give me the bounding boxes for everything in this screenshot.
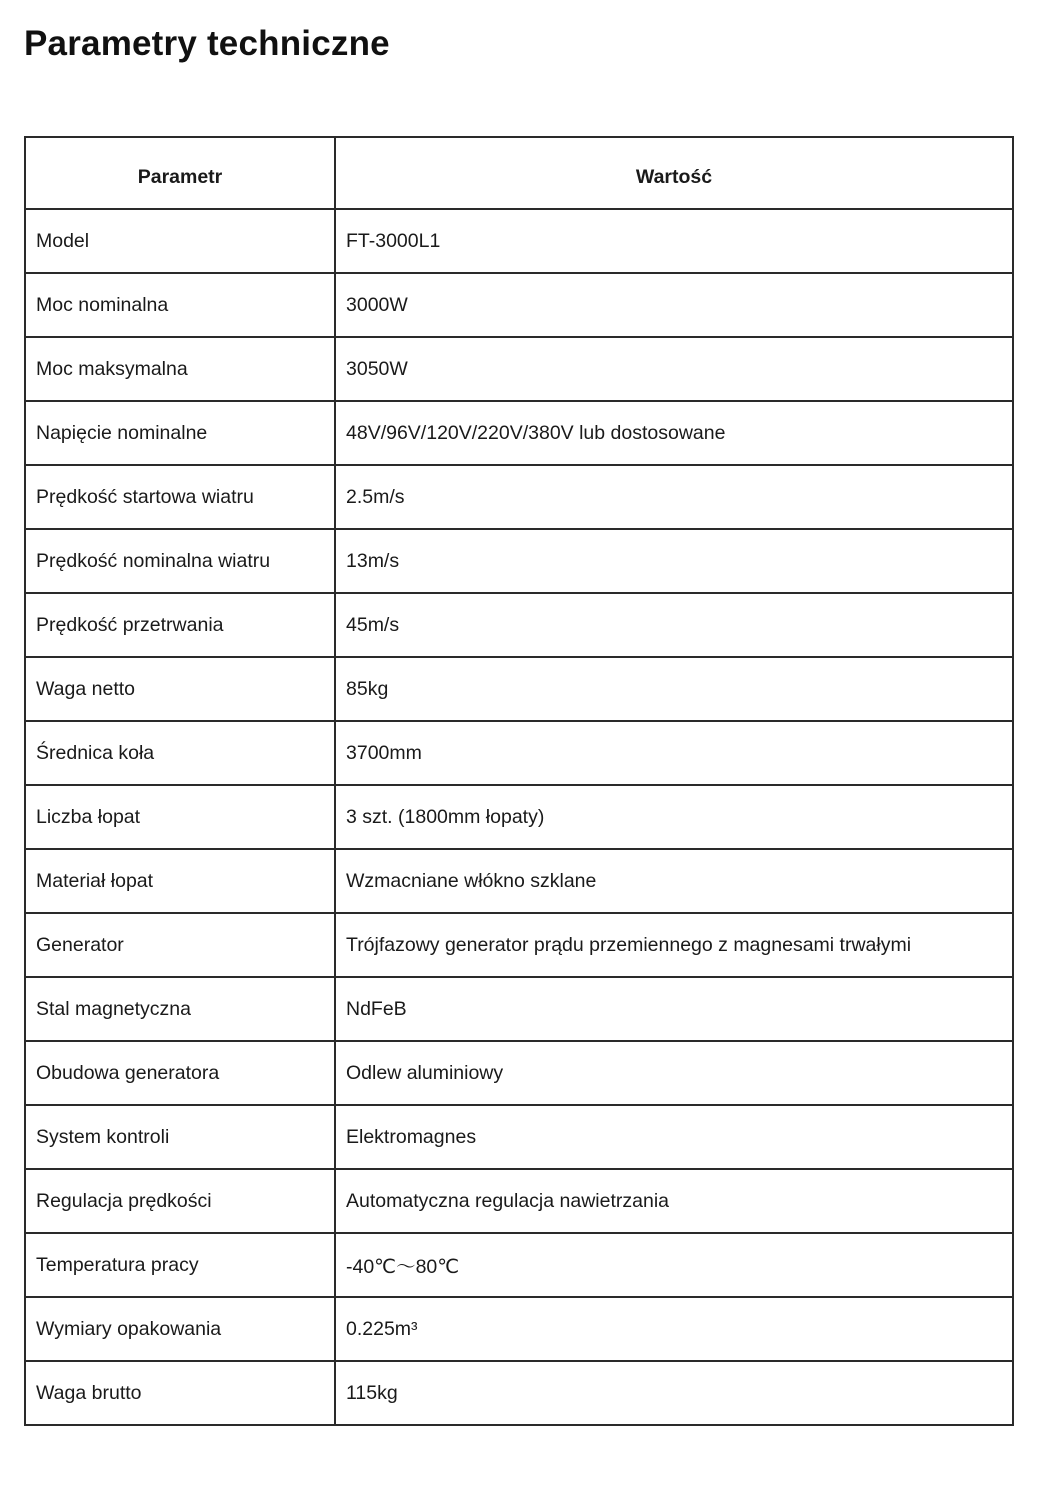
table-row [25,209,1013,273]
table-row [25,849,1013,913]
table-body [25,209,1013,1425]
value-cell: 3050W [335,337,1013,401]
parameter-cell: Materiał łopat [25,849,335,913]
table-row [25,273,1013,337]
value-cell: 85kg [335,657,1013,721]
parameter-cell: Regulacja prędkości [25,1169,335,1233]
table-row [25,977,1013,1041]
table-row [25,1361,1013,1425]
parameter-cell: Waga brutto [25,1361,335,1425]
value-cell: 115kg [335,1361,1013,1425]
value-cell: FT-3000L1 [335,209,1013,273]
parameter-cell: Generator [25,913,335,977]
column-header-parameter: Parametr [25,137,335,209]
value-cell: Elektromagnes [335,1105,1013,1169]
table-row [25,337,1013,401]
parameter-cell: Moc maksymalna [25,337,335,401]
value-cell: Odlew aluminiowy [335,1041,1013,1105]
parameter-cell: System kontroli [25,1105,335,1169]
value-cell: 13m/s [335,529,1013,593]
value-cell: 3000W [335,273,1013,337]
spec-table [24,136,1014,1426]
parameter-cell: Model [25,209,335,273]
value-cell: 3 szt. (1800mm łopaty) [335,785,1013,849]
table-row [25,1297,1013,1361]
table-row [25,785,1013,849]
value-cell: 2.5m/s [335,465,1013,529]
table-row [25,657,1013,721]
table-row [25,721,1013,785]
parameter-cell: Waga netto [25,657,335,721]
page-title: Parametry techniczne [24,24,390,63]
table-row [25,1041,1013,1105]
value-cell: Automatyczna regulacja nawietrzania [335,1169,1013,1233]
parameter-cell: Temperatura pracy [25,1233,335,1297]
column-header-value: Wartość [335,137,1013,209]
value-cell: NdFeB [335,977,1013,1041]
parameter-cell: Liczba łopat [25,785,335,849]
table-row [25,1233,1013,1297]
table-row [25,1169,1013,1233]
value-cell: 48V/96V/120V/220V/380V lub dostosowane [335,401,1013,465]
value-cell: 45m/s [335,593,1013,657]
parameter-cell: Wymiary opakowania [25,1297,335,1361]
table-row [25,529,1013,593]
table-row [25,593,1013,657]
parameter-cell: Prędkość przetrwania [25,593,335,657]
value-cell: 3700mm [335,721,1013,785]
value-cell: Trójfazowy generator prądu przemiennego z magnesami trwałymi [335,913,1013,977]
table-header-row [25,137,1013,209]
parameter-cell: Prędkość nominalna wiatru [25,529,335,593]
parameter-cell: Średnica koła [25,721,335,785]
parameter-cell: Obudowa generatora [25,1041,335,1105]
parameter-cell: Napięcie nominalne [25,401,335,465]
value-cell: 0.225m³ [335,1297,1013,1361]
table-row [25,1105,1013,1169]
table-row [25,465,1013,529]
table-row [25,401,1013,465]
value-cell: -40℃～80℃ [335,1233,1013,1297]
parameter-cell: Prędkość startowa wiatru [25,465,335,529]
value-cell: Wzmacniane włókno szklane [335,849,1013,913]
parameter-cell: Stal magnetyczna [25,977,335,1041]
parameter-cell: Moc nominalna [25,273,335,337]
table-row [25,913,1013,977]
